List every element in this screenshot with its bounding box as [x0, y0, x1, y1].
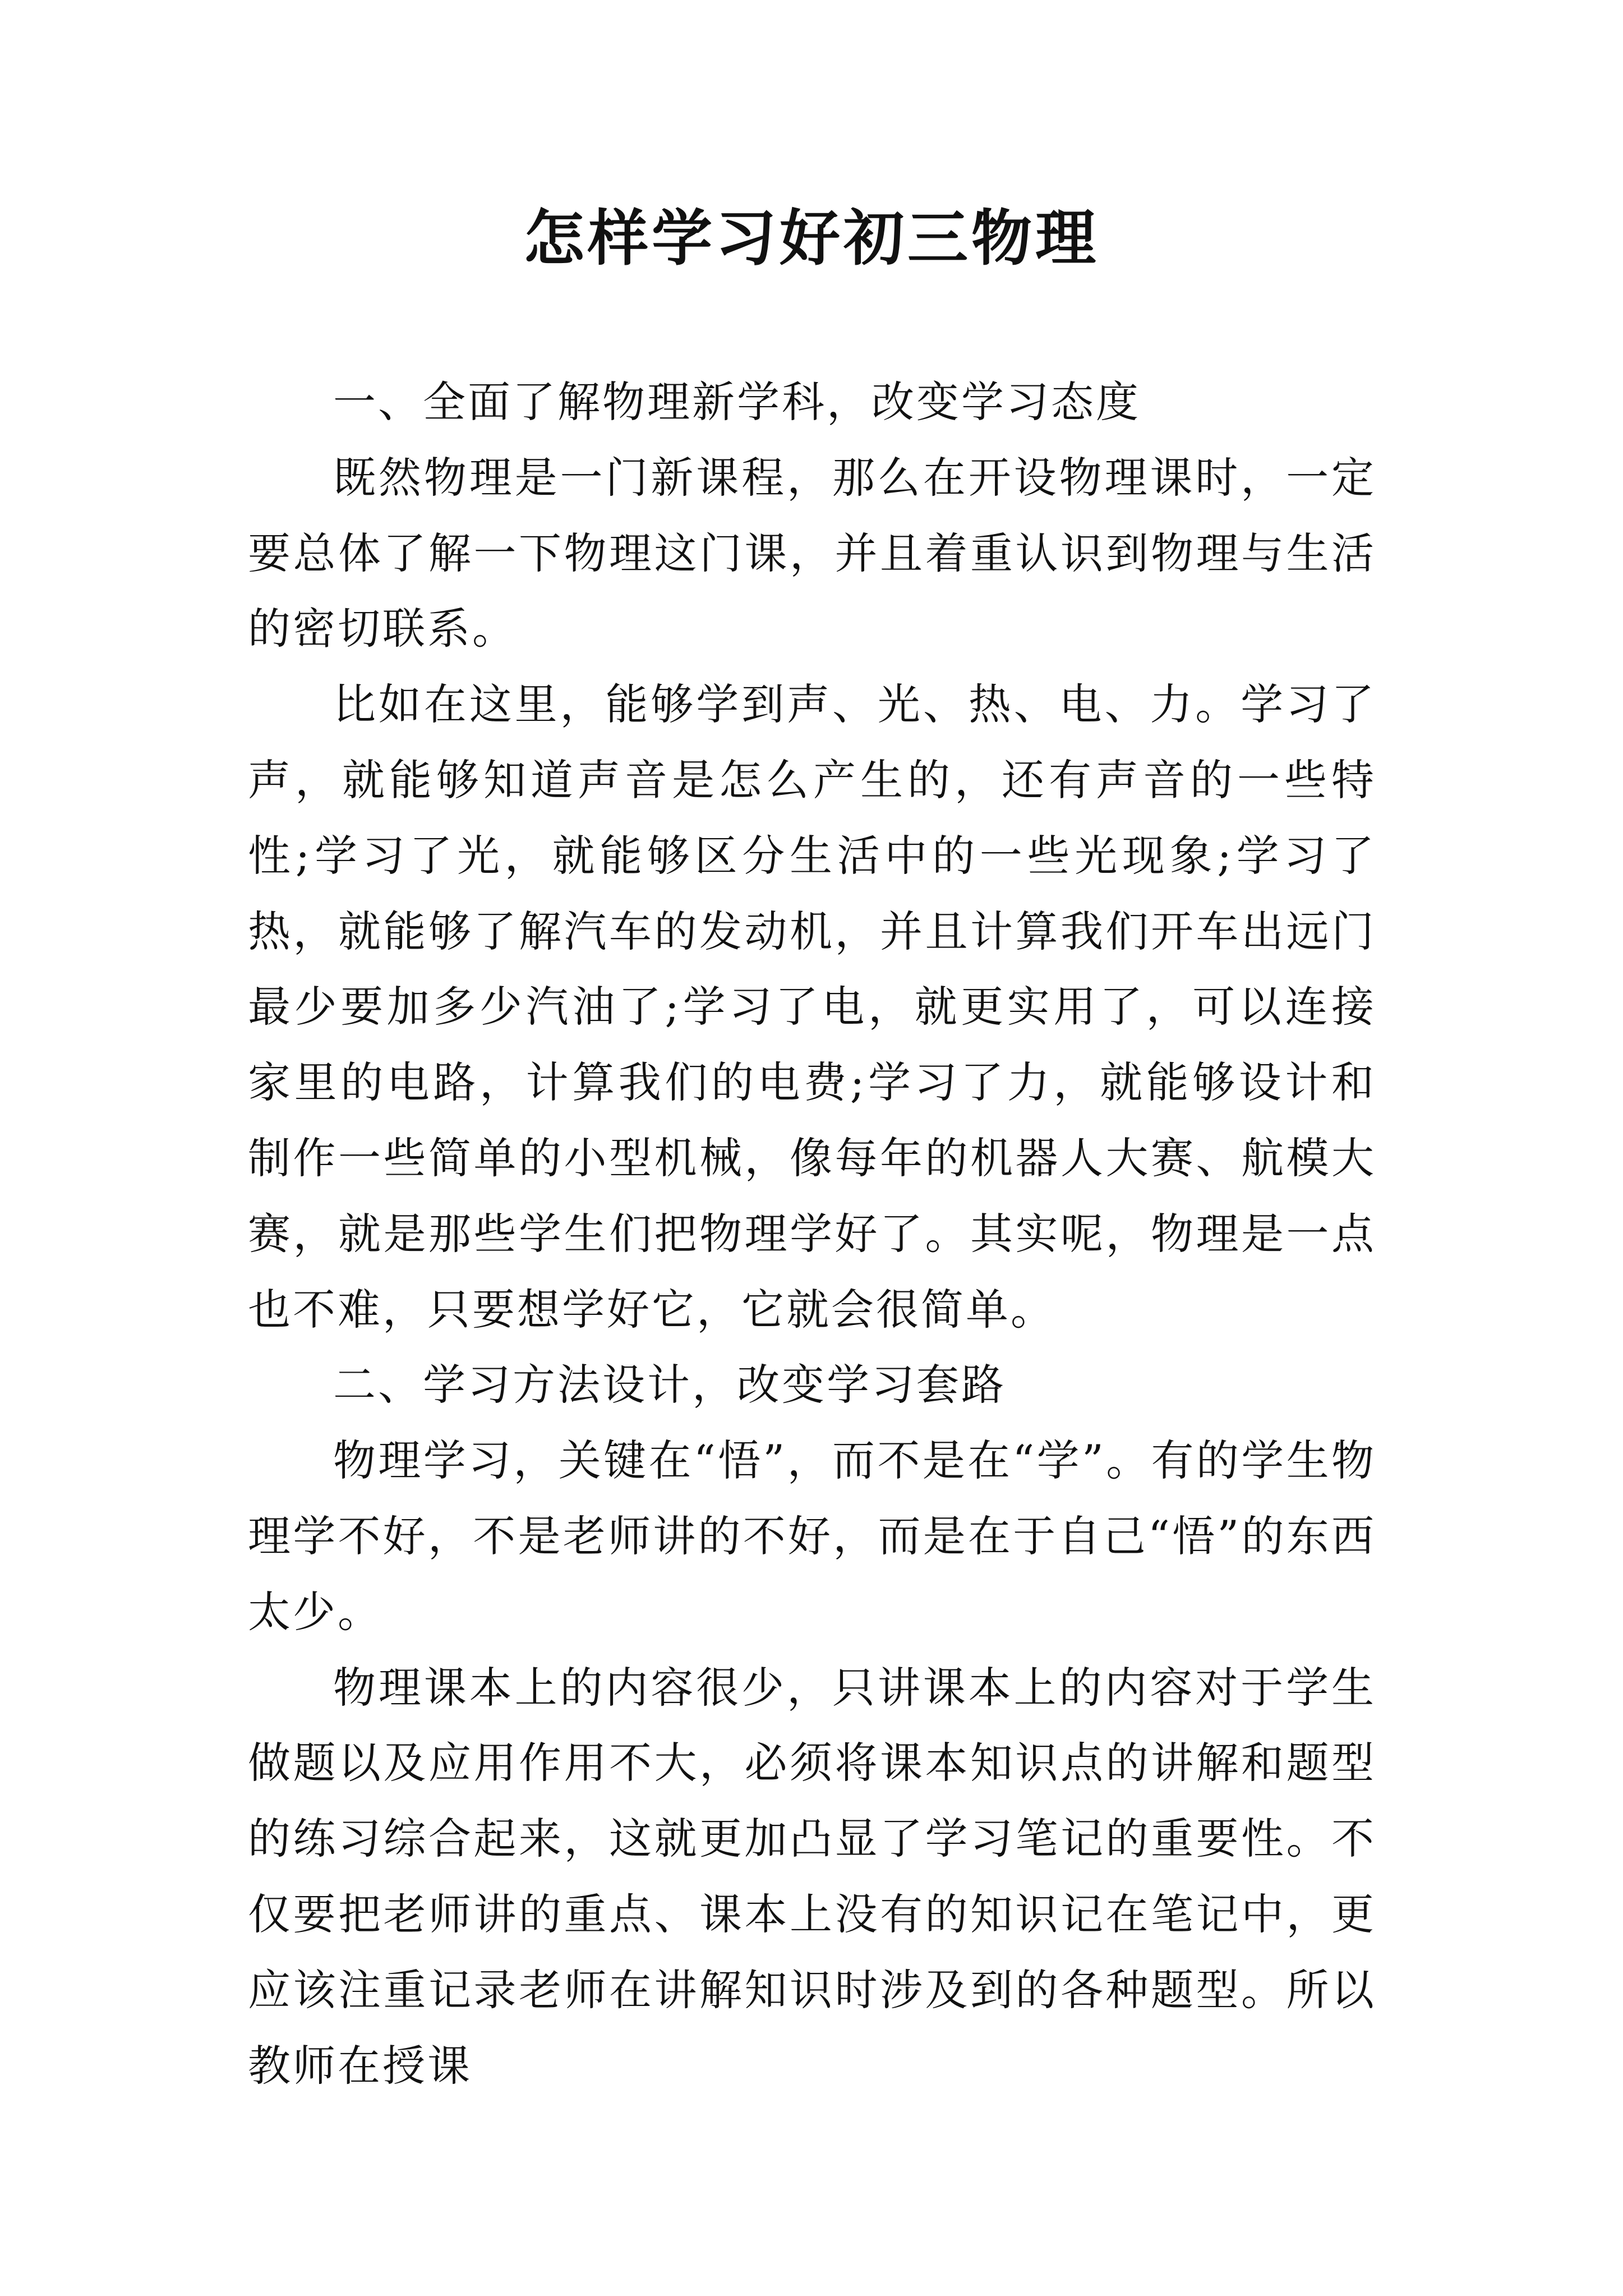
document-body — [248, 365, 1376, 2104]
section-heading-2: 二、学习方法设计，改变学习套路 — [333, 1360, 1006, 1410]
paragraph-understanding: 物理学习，关键在“悟”，而不是在“学”。有的学生物理学不好，不是老师讲的不好，而是在于自己“悟”的东西太少。 — [248, 1435, 1376, 1637]
section-heading-1: 一、全面了解物理新学科，改变学习态度 — [333, 377, 1141, 427]
paragraph-examples: 比如在这里，能够学到声、光、热、电、力。学习了声，就能够知道声音是怎么产生的，还有声音的一些特性;学习了光，就能够区分生活中的一些光现象;学习了热，就能够了解汽车的发动机，并且计算我们开车出远门最少要加多少汽油了;学习了电，就更实用了，可以连接家里的电路，计算我们的电费;学习了力，就能够设计和制作一些简单的小型机械，像每年的机器人大赛、航模大赛，就是那些学生们把物理学好了。其实呢，物理是一点也不难，只要想学好它，它就会很简单。 — [248, 679, 1376, 1335]
paragraph-notes: 物理课本上的内容很少，只讲课本上的内容对于学生做题以及应用作用不大，必须将课本知识点的讲解和题型的练习综合起来，这就更加凸显了学习笔记的重要性。不仅要把老师讲的重点、课本上没有的知识记在笔记中，更应该注重记录老师在讲解知识时涉及到的各种题型。所以教师在授课 — [248, 1662, 1376, 2091]
document-title: 怎样学习好初三物理 — [523, 203, 1099, 274]
paragraph-intro: 既然物理是一门新课程，那么在开设物理课时，一定要总体了解一下物理这门课，并且着重认识到物理与生活的密切联系。 — [248, 452, 1376, 654]
